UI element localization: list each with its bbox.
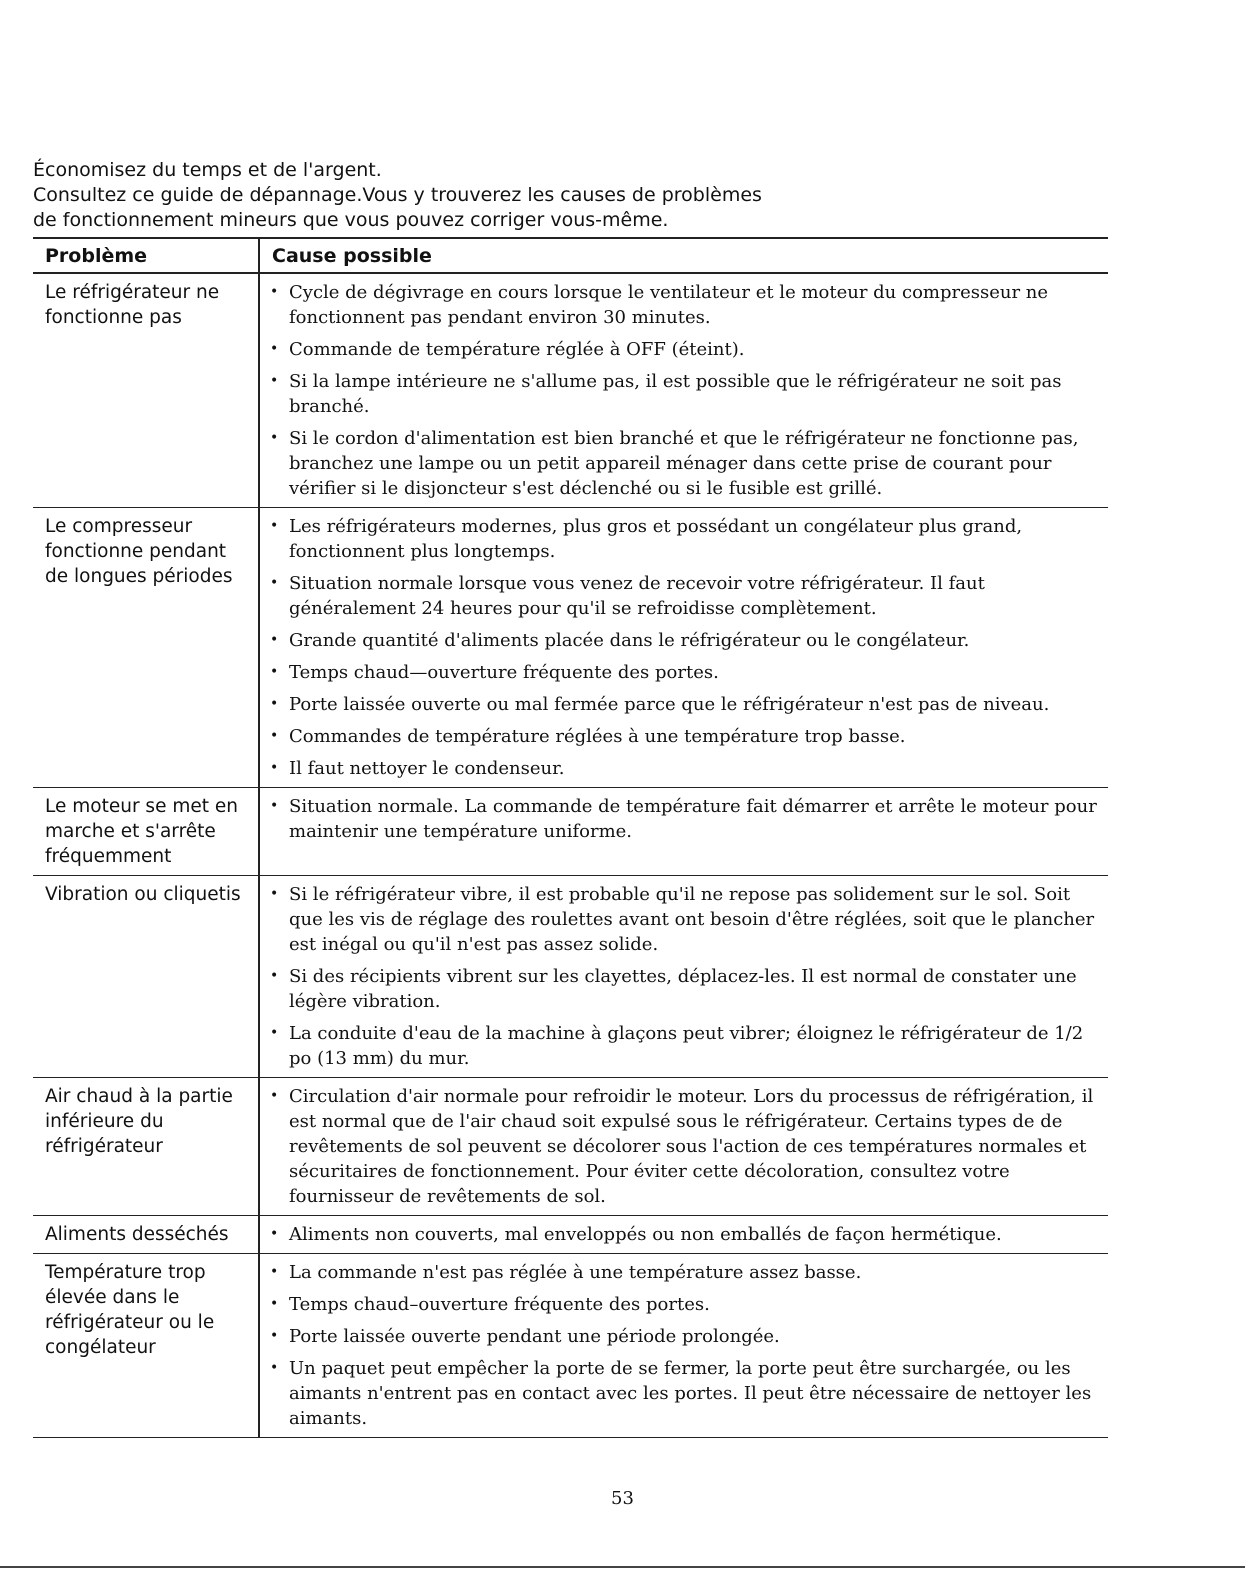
table-row <box>33 1078 1108 1216</box>
table-row <box>33 788 1108 876</box>
table-row <box>33 273 1108 508</box>
table-header-row <box>33 238 1108 273</box>
problem-cell: Température trop élevée dans le réfrigérateur ou le congélateur <box>33 1254 259 1438</box>
cause-cell <box>259 1216 1108 1254</box>
cause-item: • Cycle de dégivrage en cours lorsque le ventilateur et le moteur du compresseur ne fonctionnent pas pendant environ 30 minutes. <box>270 280 1102 330</box>
cause-list <box>270 1260 1102 1431</box>
page-content <box>33 158 1108 1438</box>
cause-item: • Commandes de température réglées à une température trop basse. <box>270 724 1102 749</box>
problem-cell: Vibration ou cliquetis <box>33 876 259 1078</box>
problem-cell: Air chaud à la partie inférieure du réfrigérateur <box>33 1078 259 1216</box>
intro-line: de fonctionnement mineurs que vous pouvez corriger vous-même. <box>33 209 669 231</box>
cause-cell <box>259 1078 1108 1216</box>
cause-cell <box>259 788 1108 876</box>
header-problem: Problème <box>33 238 259 273</box>
cause-item: • Aliments non couverts, mal enveloppés ou non emballés de façon hermétique. <box>270 1222 1102 1247</box>
cause-item: • Temps chaud–ouverture fréquente des portes. <box>270 1292 1102 1317</box>
cause-list <box>270 1222 1102 1247</box>
cause-list <box>270 882 1102 1071</box>
table-row <box>33 876 1108 1078</box>
cause-cell <box>259 508 1108 788</box>
problem-cell: Aliments desséchés <box>33 1216 259 1254</box>
table-body <box>33 273 1108 1438</box>
intro-text <box>33 158 1108 233</box>
cause-item: • Si le réfrigérateur vibre, il est probable qu'il ne repose pas solidement sur le sol. Soit que les vis de réglage des roulettes avant ont besoin d'être réglées, soit que le plancher est inégal ou qu'il n'est pas assez solide. <box>270 882 1102 957</box>
cause-item: • Un paquet peut empêcher la porte de se fermer, la porte peut être surchargée, ou les aimants n'entrent pas en contact avec les portes. Il peut être nécessaire de nettoyer les aimants. <box>270 1356 1102 1431</box>
cause-cell <box>259 876 1108 1078</box>
header-cause: Cause possible <box>259 238 1108 273</box>
cause-item: • Porte laissée ouverte ou mal fermée parce que le réfrigérateur n'est pas de niveau. <box>270 692 1102 717</box>
cause-item: • Les réfrigérateurs modernes, plus gros et possédant un congélateur plus grand, fonctionnent plus longtemps. <box>270 514 1102 564</box>
cause-item: • Temps chaud—ouverture fréquente des portes. <box>270 660 1102 685</box>
cause-item: • Situation normale lorsque vous venez de recevoir votre réfrigérateur. Il faut généralement 24 heures pour qu'il se refroidisse complètement. <box>270 571 1102 621</box>
cause-item: • Il faut nettoyer le condenseur. <box>270 756 1102 781</box>
cause-item: • Si le cordon d'alimentation est bien branché et que le réfrigérateur ne fonctionne pas, branchez une lampe ou un petit appareil ménager dans cette prise de courant pour vérifier si le disjoncteur s'est déclenché ou si le fusible est grillé. <box>270 426 1102 501</box>
cause-cell <box>259 1254 1108 1438</box>
cause-list <box>270 514 1102 781</box>
cause-item: • La conduite d'eau de la machine à glaçons peut vibrer; éloignez le réfrigérateur de 1/2 po (13 mm) du mur. <box>270 1021 1102 1071</box>
cause-item: • Si la lampe intérieure ne s'allume pas, il est possible que le réfrigérateur ne soit pas branché. <box>270 369 1102 419</box>
cause-item: • Grande quantité d'aliments placée dans le réfrigérateur ou le congélateur. <box>270 628 1102 653</box>
table-row <box>33 508 1108 788</box>
cause-list <box>270 794 1102 844</box>
bottom-rule <box>0 1566 1245 1568</box>
problem-cell: Le réfrigérateur ne fonctionne pas <box>33 273 259 508</box>
troubleshooting-table <box>33 237 1108 1438</box>
table-row <box>33 1254 1108 1438</box>
problem-cell: Le moteur se met en marche et s'arrête fréquemment <box>33 788 259 876</box>
cause-cell <box>259 273 1108 508</box>
cause-item: • Circulation d'air normale pour refroidir le moteur. Lors du processus de réfrigération, il est normal que de l'air chaud soit expulsé sous le réfrigérateur. Certains types de de revêtements de sol peuvent se décolorer sous l'action de ces températures normales et sécuritaires de fonctionnement. Pour éviter cette décoloration, consultez votre fournisseur de revêtements de sol. <box>270 1084 1102 1209</box>
page-number: 53 <box>611 1488 634 1509</box>
table-row <box>33 1216 1108 1254</box>
cause-item: • Commande de température réglée à OFF (éteint). <box>270 337 1102 362</box>
problem-cell: Le compresseur fonctionne pendant de longues périodes <box>33 508 259 788</box>
intro-line: Consultez ce guide de dépannage.Vous y trouverez les causes de problèmes <box>33 184 762 206</box>
cause-item: • Si des récipients vibrent sur les clayettes, déplacez-les. Il est normal de constater une légère vibration. <box>270 964 1102 1014</box>
cause-list <box>270 280 1102 501</box>
cause-item: • Porte laissée ouverte pendant une période prolongée. <box>270 1324 1102 1349</box>
intro-line: Économisez du temps et de l'argent. <box>33 159 382 181</box>
cause-item: • La commande n'est pas réglée à une température assez basse. <box>270 1260 1102 1285</box>
cause-list <box>270 1084 1102 1209</box>
cause-item: • Situation normale. La commande de température fait démarrer et arrête le moteur pour maintenir une température uniforme. <box>270 794 1102 844</box>
